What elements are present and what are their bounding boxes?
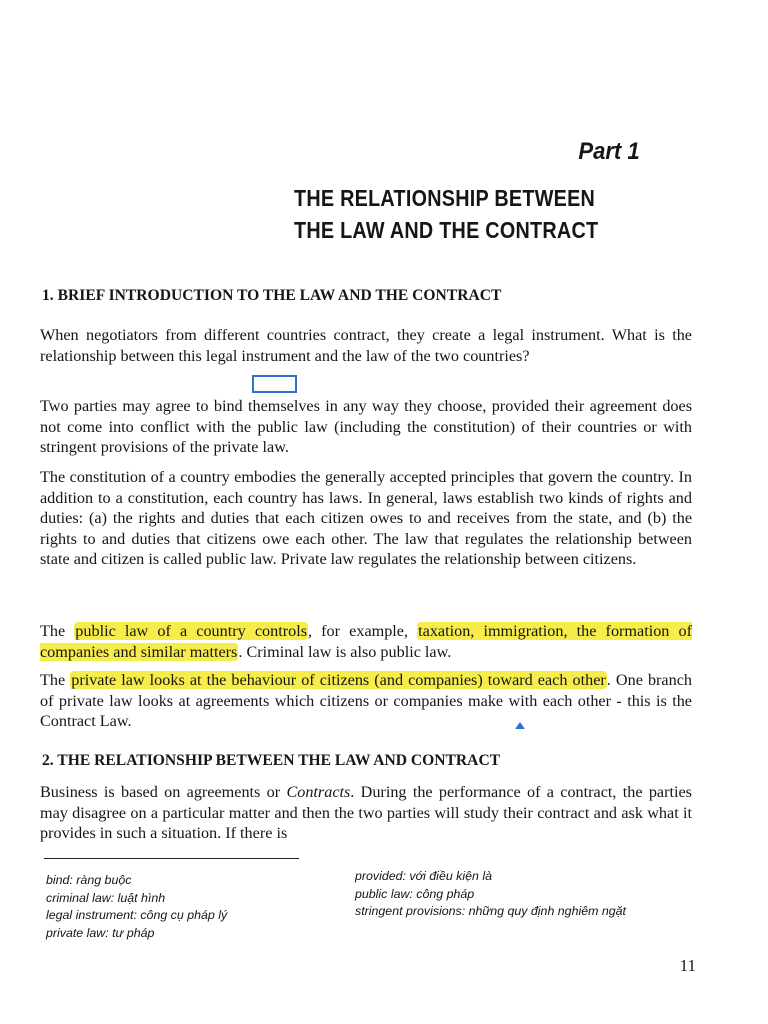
section-1-paragraph-5: [40, 670, 692, 732]
footnote-rule: [44, 858, 299, 859]
section-2-paragraph-1: [40, 782, 692, 844]
p5-highlight-1: private law looks at the behaviour of citizens (and companies) toward each other: [71, 671, 606, 689]
p4-highlight-2: taxation, immigration, the formation of companies and similar matters: [40, 622, 692, 661]
s2-text-b: . During the performance of a contract, the parties may disagree on a particular matter and then the two parties will study their contract and ask what it provides in such a situation. If there is: [40, 783, 692, 843]
glossary-item: provided: với điều kiện là: [355, 869, 492, 883]
p4-text-a: The: [40, 622, 75, 640]
section-2-heading: 2. THE RELATIONSHIP BETWEEN THE LAW AND CONTRACT: [42, 752, 501, 769]
s2-emphasis: Contracts: [286, 783, 351, 801]
glossary-right: [355, 868, 626, 921]
p5-text-b: . One branch of private law looks at agreements which citizens or companies make with each other - this is the Contract Law.: [40, 671, 692, 731]
glossary-left: [46, 872, 227, 942]
p4-highlight-1: public law of a country controls: [75, 622, 307, 640]
chapter-title: [294, 182, 655, 246]
annotation-caret: [515, 722, 525, 729]
title-line-1: THE RELATIONSHIP BETWEEN: [294, 185, 596, 211]
glossary-item: bind: ràng buộc: [46, 873, 132, 887]
section-1-paragraph-2: Two parties may agree to bind themselves in any way they choose, provided their agreement does not come into conflict with the public law (including the constitution) of their countries or with stringent provisions of the private law.: [40, 397, 692, 457]
glossary-item: private law: tư pháp: [46, 925, 155, 940]
section-1-paragraph-1: When negotiators from different countries contract, they create a legal instrument. What is the relationship between this legal instrument and the law of the two countries?: [40, 326, 692, 365]
glossary-item: legal instrument: công cụ pháp lý: [46, 908, 228, 922]
glossary-item: public law: công pháp: [355, 886, 475, 901]
section-1-heading: 1. BRIEF INTRODUCTION TO THE LAW AND THE CONTRACT: [42, 287, 502, 304]
s2-text-a: Business is based on agreements or: [40, 783, 287, 801]
page-number: 11: [679, 956, 696, 975]
annotation-box: [252, 375, 297, 393]
p4-text-b: , for example,: [308, 622, 418, 640]
p5-text-a: The: [40, 671, 71, 689]
section-1-paragraph-4: [40, 621, 692, 662]
section-1-paragraph-3: The constitution of a country embodies the generally accepted principles that govern the country. In addition to a constitution, each country has laws. In general, laws establish two kinds of rights and duties: (a) the rights and duties that each citizen owes to and receives from the state, and (b) the rights to and duties that citizens owe each other. The law that regulates the relationship between state and citizen is called public law. Private law regulates the relationship between citizens.: [40, 468, 692, 569]
p4-text-c: . Criminal law is also public law.: [238, 642, 452, 661]
glossary-item: criminal law: luật hình: [46, 890, 166, 905]
glossary-item: stringent provisions: những quy định nghiêm ngặt: [355, 904, 626, 918]
part-label: Part 1: [578, 138, 640, 165]
title-line-2: THE LAW AND THE CONTRACT: [294, 217, 599, 243]
